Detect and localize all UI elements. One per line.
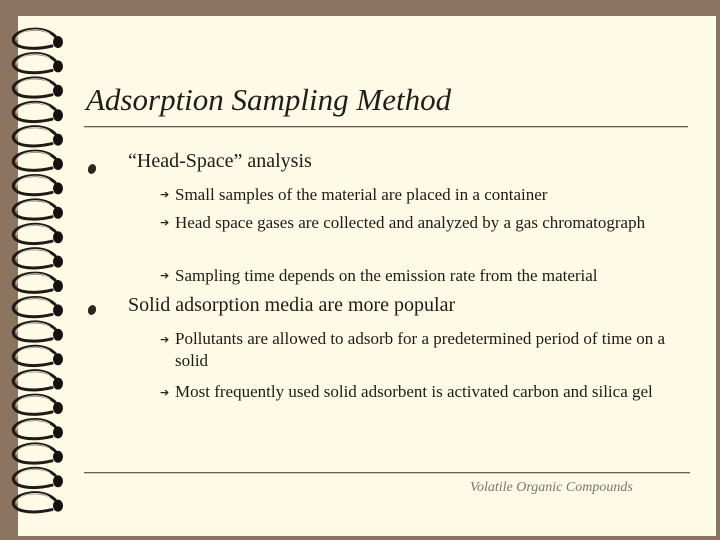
spiral-ring-icon	[13, 273, 63, 292]
slide-title: Adsorption Sampling Method	[86, 82, 452, 117]
bullet-2-sub-2: Most frequently used solid adsorbent is activated carbon and silica gel	[175, 382, 653, 401]
spiral-ring-icon	[13, 151, 63, 170]
footer-text: Volatile Organic Compounds	[470, 480, 633, 495]
spiral-ring-icon	[13, 371, 63, 390]
right-arrow-icon: ➔	[160, 386, 170, 399]
spiral-ring-icon	[13, 224, 63, 243]
bullet-2-text: Solid adsorption media are more popular	[128, 294, 456, 316]
spiral-ring-icon	[13, 468, 63, 487]
spiral-ring-icon	[13, 493, 63, 512]
right-arrow-icon: ➔	[160, 269, 170, 282]
bullet-1-sub-3: Sampling time depends on the emission rate from the material	[175, 266, 598, 285]
spiral-ring-icon	[13, 297, 63, 316]
spiral-ring-icon	[13, 102, 63, 121]
bullet-1-sub-1: Small samples of the material are placed in a container	[175, 185, 548, 204]
right-arrow-icon: ➔	[160, 333, 170, 346]
spiral-ring-icon	[13, 395, 63, 414]
spiral-ring-icon	[13, 175, 63, 194]
bullet-1-text: “Head-Space” analysis	[128, 150, 312, 172]
spiral-ring-icon	[13, 200, 63, 219]
right-arrow-icon: ➔	[160, 216, 170, 229]
spiral-ring-icon	[13, 78, 63, 97]
spiral-ring-icon	[13, 346, 63, 365]
spiral-ring-icon	[13, 419, 63, 438]
bullet-1-sub-2: Head space gases are collected and analyzed by a gas chromatograph	[175, 213, 646, 232]
spiral-ring-icon	[13, 249, 63, 268]
right-arrow-icon: ➔	[160, 188, 170, 201]
spiral-ring-icon	[13, 53, 63, 72]
bullet-2-sub-1: Pollutants are allowed to adsorb for a predetermined period of time on a solid	[175, 329, 666, 370]
title-divider	[84, 126, 688, 128]
spiral-ring-icon	[13, 29, 63, 48]
spiral-ring-icon	[13, 322, 63, 341]
spiral-ring-icon	[13, 127, 63, 146]
footer-divider	[84, 472, 690, 474]
spiral-binding	[0, 0, 80, 540]
spiral-ring-icon	[13, 444, 63, 463]
